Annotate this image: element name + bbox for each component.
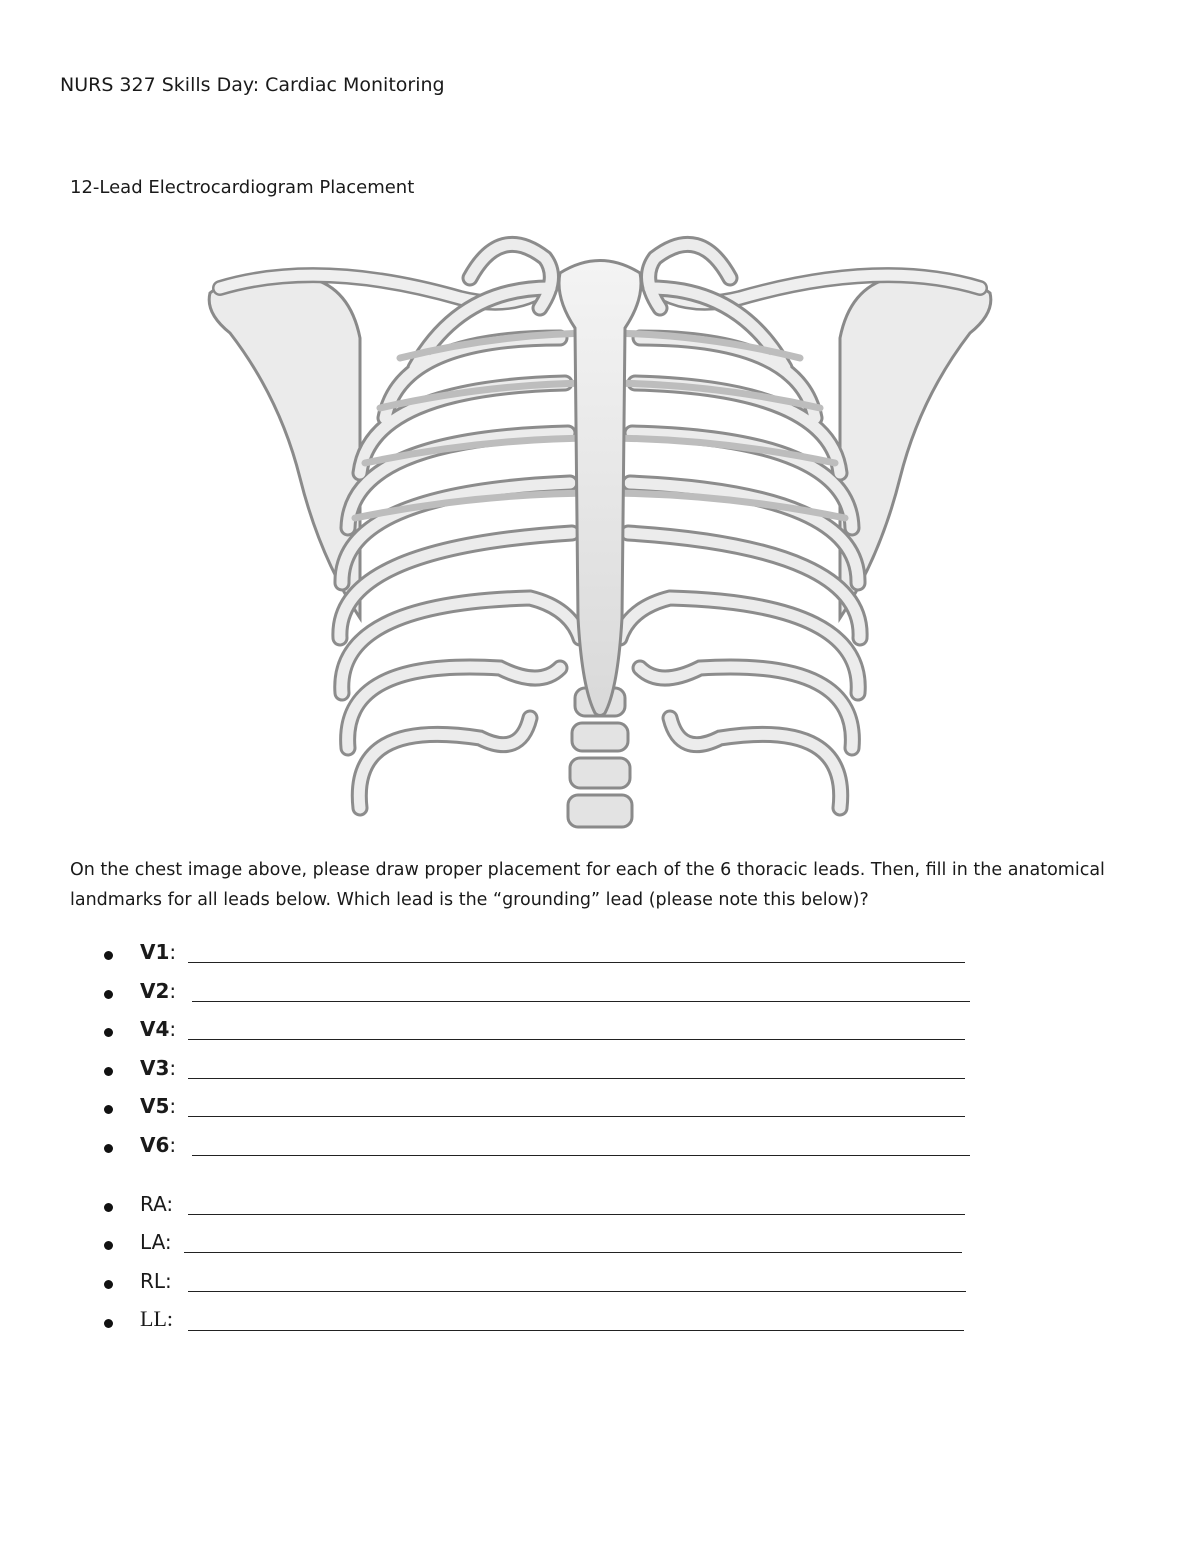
lead-label: V3: [140, 1056, 177, 1080]
section-title: 12-Lead Electrocardiogram Placement [70, 177, 415, 198]
lead-row-la [100, 1232, 980, 1260]
rib-cage-illustration [200, 218, 1000, 832]
lead-label: LL: [140, 1306, 173, 1331]
answer-blank[interactable] [188, 1291, 966, 1292]
bullet [104, 1241, 113, 1250]
lead-label: RA: [140, 1192, 174, 1216]
bullet [104, 1203, 113, 1212]
bullet [104, 951, 113, 960]
lead-row-v5 [100, 1096, 980, 1124]
lead-label: RL: [140, 1269, 172, 1293]
bullet [104, 1105, 113, 1114]
lead-label: V2: [140, 979, 177, 1003]
answer-blank[interactable] [188, 1039, 965, 1040]
lead-row-ll [100, 1306, 980, 1338]
thorax-drawing [200, 218, 1000, 832]
lead-row-ra [100, 1194, 980, 1222]
lead-row-v3 [100, 1058, 980, 1086]
answer-blank[interactable] [192, 1001, 970, 1002]
bullet [104, 1319, 113, 1328]
lead-label: LA: [140, 1230, 172, 1254]
answer-blank[interactable] [188, 1116, 965, 1117]
lead-label: V6: [140, 1133, 177, 1157]
bullet [104, 1280, 113, 1289]
lead-row-v1 [100, 942, 980, 970]
answer-blank[interactable] [184, 1252, 962, 1253]
answer-blank[interactable] [188, 1330, 964, 1331]
answer-blank[interactable] [188, 1214, 965, 1215]
lead-row-v6 [100, 1135, 980, 1163]
answer-blank[interactable] [188, 962, 965, 963]
bullet [104, 1144, 113, 1153]
bullet [104, 1028, 113, 1037]
lead-label: V4: [140, 1017, 177, 1041]
instructions-paragraph: On the chest image above, please draw proper placement for each of the 6 thoracic leads. Then, fill in the anatomical landmarks for all leads below. Which lead is the “grounding” lead (please note this below)? [70, 860, 1105, 910]
lead-row-v4 [100, 1019, 980, 1047]
answer-blank[interactable] [192, 1155, 970, 1156]
bullet [104, 1067, 113, 1076]
lead-row-v2 [100, 981, 980, 1009]
document-header: NURS 327 Skills Day: Cardiac Monitoring [60, 74, 445, 96]
lead-label: V5: [140, 1094, 177, 1118]
bullet [104, 990, 113, 999]
answer-blank[interactable] [188, 1078, 965, 1079]
lead-row-rl [100, 1271, 980, 1299]
lead-label: V1: [140, 940, 177, 964]
